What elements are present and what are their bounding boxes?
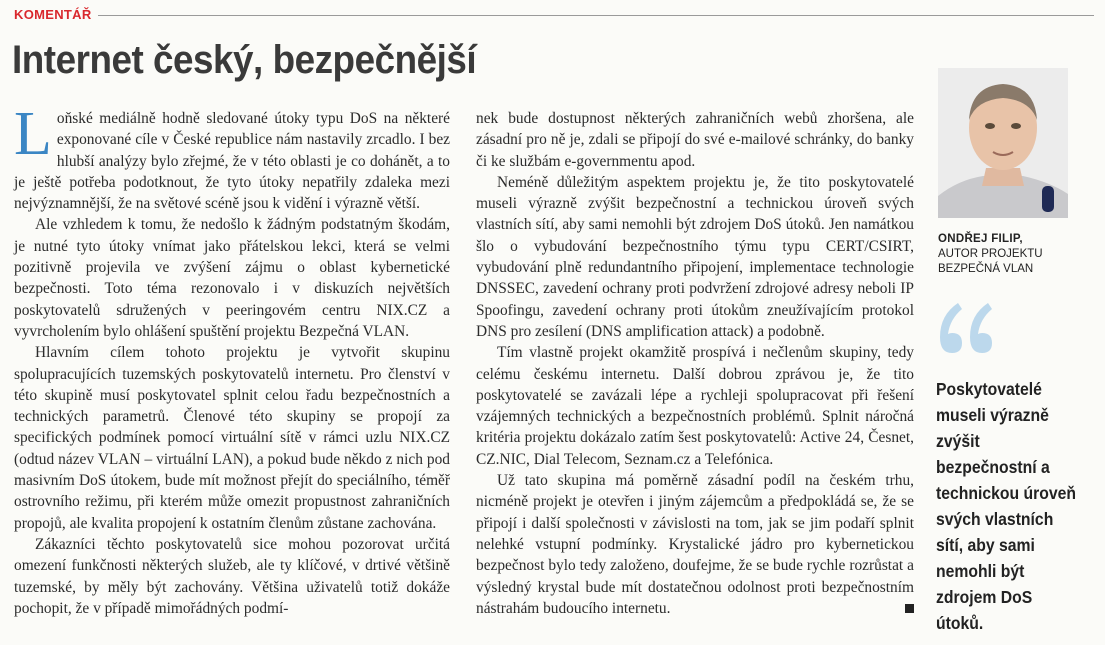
section-rubric xyxy=(14,6,1094,22)
author-role-line-1: AUTOR PROJEKTU xyxy=(938,248,1043,260)
article-column-2 xyxy=(476,108,914,619)
author-photo xyxy=(938,68,1068,218)
paragraph-7-text: Už tato skupina má poměrně zásadní podíl na českém trhu, nicméně projekt je otevřen i jiným zájemcům a předpokládá se, že se připojí i další společnosti v závislosti na tom, jak se jim podaří splnit nelehké vstupní podmínky. Krystalické jádro pro kybernetickou bezpečnost bylo tedy založeno, doufejme, že se bude rychle rozrůstat a výsledný krystal bude mít dostatečnou odolnost proti bezpečnostním nástrahám budoucího internetu. xyxy=(476,472,914,617)
author-portrait-icon xyxy=(938,68,1068,218)
paragraph-4-end: nek bude dostupnost některých zahraničních webů zhoršena, ale zásadní pro ně je, zdali se připojí do své e-mailové schránky, do banky či ke službám e-governmentu apod. xyxy=(476,110,914,170)
drop-cap: L xyxy=(14,100,52,168)
paragraph-1 xyxy=(14,100,450,214)
author-byline xyxy=(938,232,1088,277)
paragraph-3: Hlavním cílem tohoto projektu je vytvořit skupinu spolupracujících tuzemských poskytovatelů internetu. Pro členství v této skupině musí poskytovatel splnit celou řadu bezpečnostních a technických parametrů. Členové této skupiny se propojí za specifických podmínek pomocí virtuální sítě v rámci uzlu NIX.CZ (odtud název VLAN – virtuální LAN), a pokud bude někdo z nich pod masivním DoS útokem, bude mít možnost přejít do speciálního, téměř ostrovního režimu, při kterém může omezit propustnost zahraničních propojů, ale kvalita propojení k ostatním členům zůstane zachována. xyxy=(14,344,450,532)
paragraph-6: Tím vlastně projekt okamžitě prospívá i nečlenům skupiny, tedy celému českému internetu. Další dobrou zprávou je, že tito poskytovatelé se zavázali lépe a rychleji spolupracovat při řešení vzájemných technických a bezpečnostních problémů. Splnit náročná kritéria projektu dokázalo zatím šest poskytovatelů: Active 24, Česnet, CZ.NIC, Dial Telecom, Seznam.cz a Telefónica. xyxy=(476,344,914,468)
end-mark-icon xyxy=(905,604,914,613)
rubric-label: KOMENTÁŘ xyxy=(14,6,92,22)
paragraph-2: Ale vzhledem k tomu, že nedošlo k žádným podstatným škodám, je nutné tyto útoky vnímat jako přátelskou lekci, která se velmi pozitivně projevila ve zvýšení zájmu o oblast kybernetické bezpečnosti. Toto téma rezonovalo i v diskuzích největších poskytovatelů sdružených v peeringovém centru NIX.CZ a vyvrcholením bylo ohlášení spuštění projektu Bezpečná VLAN. xyxy=(14,216,450,340)
author-name: ONDŘEJ FILIP, xyxy=(938,233,1023,245)
paragraph-5: Neméně důležitým aspektem projektu je, že tito poskytovatelé museli výrazně zvýšit bezpečnostní a technickou úroveň svých vlastních sítí, aby sami nemohli být zdrojem DoS útoků. Jen namátkou šlo o vybudování bezpečnostního týmu typu CERT/CSIRT, vybudování plně redundantního připojení, implementace technologie DNSSEC, zavedení ochrany proti podvržení zdrojové adresy neboli IP Spoofingu, zavedení ochrany proti útokům zneužívajícím protokol DNS pro zesílení (DNS amplification attack) a podobně. xyxy=(476,173,914,340)
paragraph-1-text: oňské mediálně hodně sledované útoky typu DoS na některé exponované cíle v České republice nám nastavily zrcadlo. I bez hlubší analýzy bylo zřejmé, že v této oblasti je co dohánět, a to je ještě potřeba podotknout, že tyto útoky nepatřily zdaleka mezi nejvýznamnější, že na světové scéně jsou k vidění i výrazně větší. xyxy=(14,110,450,213)
paragraph-4-start: Zákazníci těchto poskytovatelů sice mohou pozorovat určitá omezení funkčnosti některých služeb, ale ty klíčové, v drtivé většině tuzemské, by měly být zachovány. Většina uživatelů totiž dokáže pochopit, že v případě mimořádných podmí- xyxy=(14,535,450,617)
pull-quote: Poskytovatelé museli výrazně zvýšit bezpečnostní a technickou úroveň svých vlastních sítí, aby sami nemohli být zdrojem DoS útoků. xyxy=(936,379,1077,633)
article-column-1 xyxy=(14,100,450,619)
author-role-line-2: BEZPEČNÁ VLAN xyxy=(938,263,1034,275)
headline: Internet český, bezpečnější xyxy=(12,38,477,82)
paragraph-7 xyxy=(476,470,914,619)
quote-mark-icon xyxy=(936,295,996,365)
rubric-divider xyxy=(98,15,1094,16)
